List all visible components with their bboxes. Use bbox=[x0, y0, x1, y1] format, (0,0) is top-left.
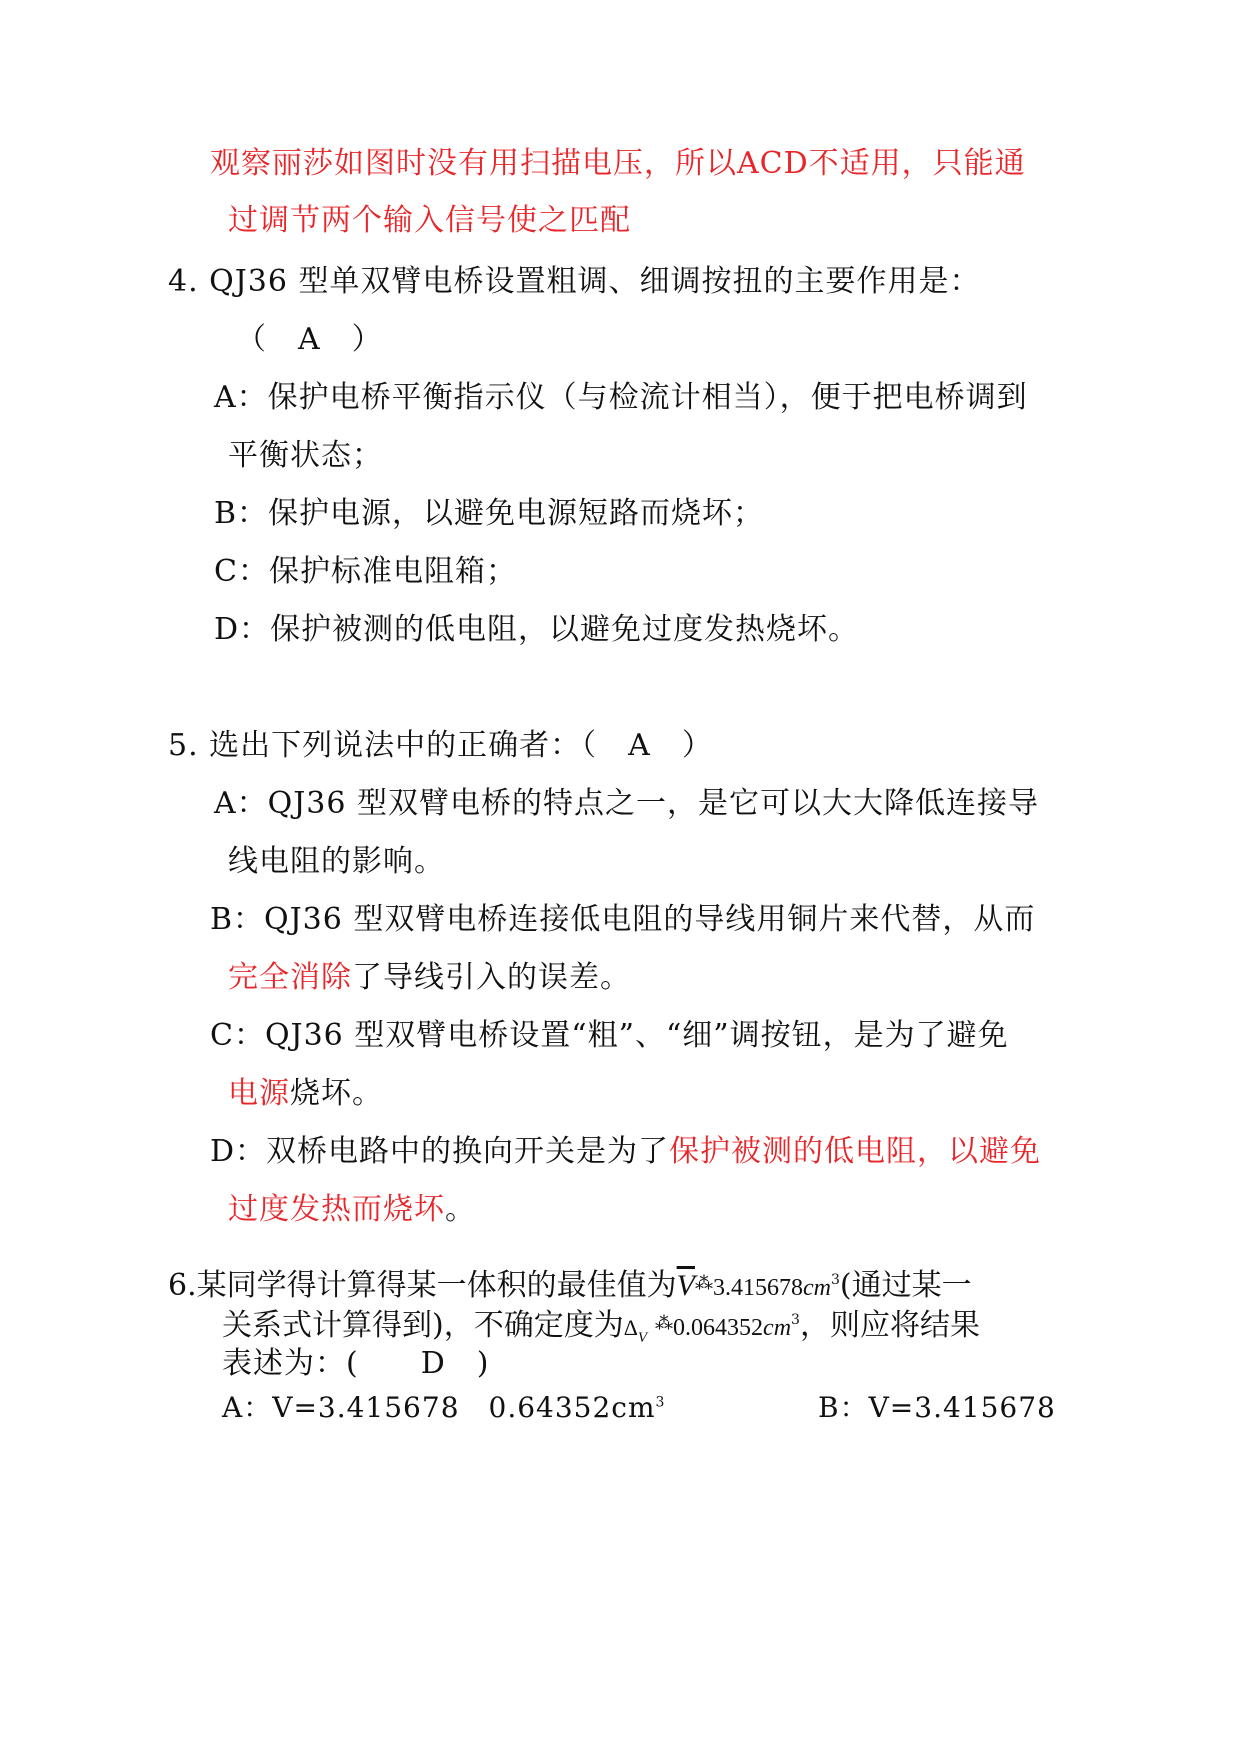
q5-option-c-cont bbox=[228, 1074, 383, 1114]
q4-option-a-label: A： bbox=[214, 380, 268, 415]
q5-option-d-text: D：双桥电路中的换向开关是为了 bbox=[210, 1134, 670, 1169]
q5-option-d-cont bbox=[228, 1190, 476, 1230]
q5-option-c-rest: 烧坏。 bbox=[290, 1076, 383, 1111]
q6-line-1-text: 6.某同学得计算得某一体积的最佳值为 bbox=[168, 1268, 677, 1303]
q4-option-a-text: 保护电桥平衡指示仪（与检流计相当），便于把电桥调到 bbox=[267, 380, 1028, 415]
q5-option-a: A：QJ36 型双臂电桥的特点之一，是它可以大大降低连接导 bbox=[214, 786, 1039, 821]
q6-line-1-post: (通过某一 bbox=[839, 1268, 972, 1303]
q5-option-b-rest: 了导线引入的误差。 bbox=[352, 960, 631, 995]
q4-option-c-label: C： bbox=[214, 554, 269, 589]
q5-option-b-cont bbox=[228, 958, 631, 998]
q6-value-2: 0.064352 bbox=[673, 1315, 764, 1341]
q4-option-a bbox=[214, 378, 1028, 418]
q6-unit-2: cm bbox=[763, 1315, 792, 1341]
q6-unit-1: cm bbox=[802, 1275, 831, 1301]
q6-option-a-exp: 3 bbox=[655, 1394, 666, 1411]
q5-option-d-highlight-cont: 过度发热而烧坏 bbox=[228, 1192, 445, 1227]
q5-option-d bbox=[210, 1132, 1041, 1172]
q4-option-b-text: 保护电源，以避免电源短路而烧坏； bbox=[268, 496, 765, 531]
q4-answer: （ A ） bbox=[236, 322, 383, 357]
q5-option-a-cont: 线电阻的影响。 bbox=[228, 844, 445, 879]
q6-option-a-text: A：V=3.415678 0.64352cm bbox=[222, 1391, 656, 1424]
q6-option-b: B：V=3.415678 bbox=[818, 1391, 1056, 1424]
q4-option-d-label: D： bbox=[214, 612, 271, 647]
q6-symbol-2: ⁂ bbox=[655, 1313, 674, 1334]
q6-line-2-text: 关系式计算得到)，不确定度为 bbox=[222, 1308, 624, 1343]
q5-option-d-rest: 。 bbox=[445, 1192, 476, 1227]
q6-option-a bbox=[222, 1388, 665, 1428]
q4-option-d-text: 保护被测的低电阻，以避免过度发热烧坏。 bbox=[270, 612, 860, 647]
q6-delta-sub: V bbox=[637, 1330, 648, 1346]
q6-line-2 bbox=[222, 1304, 980, 1348]
q4-option-c bbox=[214, 552, 517, 592]
q4-option-d bbox=[214, 610, 859, 650]
q5-option-c: C：QJ36 型双臂电桥设置“粗”、“细”调按钮，是为了避免 bbox=[210, 1018, 1009, 1053]
q4-option-b bbox=[214, 494, 764, 534]
q6-symbol-1: ⁂ bbox=[694, 1273, 713, 1294]
q6-value-1: 3.415678 bbox=[712, 1275, 803, 1301]
q5-stem: 5. 选出下列说法中的正确者：（ A ） bbox=[168, 728, 713, 763]
q4-option-c-text: 保护标准电阻箱； bbox=[268, 554, 517, 589]
q6-line-3: 表述为：( D ) bbox=[222, 1346, 490, 1381]
q5-option-b: B：QJ36 型双臂电桥连接低电阻的导线用铜片来代替，从而 bbox=[210, 902, 1036, 937]
q6-line-2-post: ，则应将结果 bbox=[799, 1308, 980, 1343]
q4-stem: 4. QJ36 型单双臂电桥设置粗调、细调按扭的主要作用是： bbox=[168, 264, 981, 299]
note-line-2: 过调节两个输入信号使之匹配 bbox=[228, 203, 631, 238]
q4-option-b-label: B： bbox=[214, 496, 269, 531]
q6-exp-1: 3 bbox=[830, 1272, 840, 1288]
q5-option-c-highlight: 电源 bbox=[228, 1076, 290, 1111]
q5-option-b-highlight: 完全消除 bbox=[228, 960, 352, 995]
q6-delta: Δ bbox=[623, 1315, 638, 1340]
q5-option-d-highlight: 保护被测的低电阻，以避免 bbox=[669, 1134, 1042, 1169]
q6-exp-2: 3 bbox=[791, 1312, 800, 1328]
q4-option-a-cont: 平衡状态； bbox=[228, 438, 383, 473]
q6-vbar: $\overline{V}$ bbox=[676, 1269, 695, 1302]
q6-line-1 bbox=[168, 1264, 972, 1308]
note-line-1: 观察丽莎如图时没有用扫描电压，所以ACD不适用，只能通 bbox=[210, 146, 1026, 181]
